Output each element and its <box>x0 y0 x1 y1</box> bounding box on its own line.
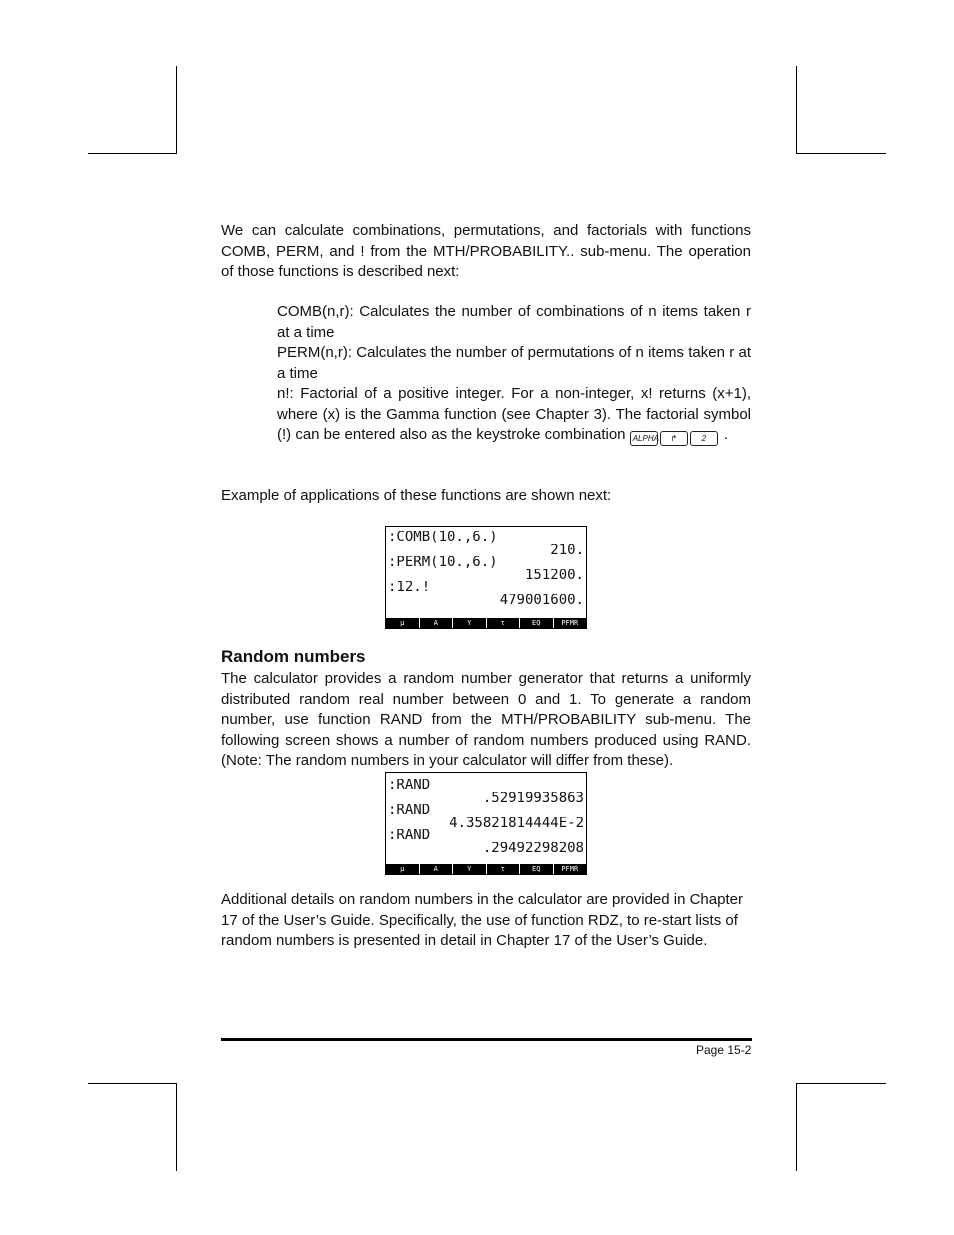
screen-line: :RAND <box>388 829 431 842</box>
footer-rule <box>221 1038 752 1041</box>
screen-line: .52919935863 <box>482 791 584 804</box>
screen-line: .29492298208 <box>482 841 584 854</box>
soft-menu-key: PFMR <box>561 619 579 627</box>
screen-line: 151200. <box>524 568 584 581</box>
random-paragraph: The calculator provides a random number generator that returns a uniformly distributed random real number between 0 and 1. To generate a random number, use function RAND from the MTH/PROBABILITY sub-menu. The following screen shows a number of random numbers produced using RAND. (Note: The random numbers in your calculator will differ from these). <box>221 670 751 769</box>
perm-definition: PERM(n,r): Calculates the number of permutations of n items taken r at a time <box>277 344 751 382</box>
comb-definition: COMB(n,r): Calculates the number of combinations of n items taken r at a time <box>277 303 751 341</box>
crop-mark <box>176 66 177 154</box>
screen-line: :RAND <box>388 779 431 792</box>
soft-menu-key: EQ <box>520 864 554 874</box>
soft-menu-key: μ <box>386 864 420 874</box>
soft-menu-key: τ <box>487 618 521 628</box>
soft-menu-key: PFMR <box>561 865 579 873</box>
soft-menu-bar <box>386 618 586 628</box>
factorial-definition <box>277 384 751 446</box>
two-key-icon: 2 <box>690 431 718 446</box>
crop-mark <box>796 1083 797 1171</box>
crop-mark <box>796 153 886 154</box>
soft-menu-key: Υ <box>453 864 487 874</box>
screen-line: 479001600. <box>499 593 584 606</box>
soft-menu-bar <box>386 864 586 874</box>
screen-line: :COMB(10.,6.) <box>388 531 498 544</box>
soft-menu-key: μ <box>386 618 420 628</box>
screen-line: :12.! <box>388 581 431 594</box>
crop-mark <box>176 1083 177 1171</box>
crop-mark <box>88 153 177 154</box>
crop-mark <box>796 66 797 154</box>
intro-paragraph: We can calculate combinations, permutations, and factorials with functions COMB, PERM, and ! from the MTH/PROBABILITY.. sub-menu. The operation of those functions is described next: <box>221 222 751 280</box>
screen-line: 4.35821814444E-2 <box>449 816 584 829</box>
soft-menu-key: Υ <box>453 618 487 628</box>
screen-line: :RAND <box>388 804 431 817</box>
example-intro: Example of applications of these functions are shown next: <box>221 487 612 504</box>
soft-menu-key: EQ <box>520 618 554 628</box>
additional-paragraph: Additional details on random numbers in the calculator are provided in Chapter 17 of the User’s Guide. Specifically, the use of function RDZ, to re-start lists of random numbers is presented in detail in Chapter 17 of the User’s Guide. <box>221 891 743 949</box>
crop-mark <box>88 1083 177 1084</box>
screen-line: :PERM(10.,6.) <box>388 556 498 569</box>
calculator-screen-2 <box>385 772 587 875</box>
page-number: Page 15-2 <box>696 1043 752 1057</box>
calculator-screen-1 <box>385 526 587 629</box>
screen-line: 210. <box>550 543 584 556</box>
soft-menu-key: Α <box>420 618 454 628</box>
right-shift-key-icon: ↱ <box>660 431 688 446</box>
factorial-text: n!: Factorial of a positive integer. For a non-integer, x! returns (x+1), where (x) is the Gamma function (see Chapter 3). The factorial symbol (!) can be entered also as the keystroke combination <box>277 385 751 443</box>
factorial-end: . <box>723 426 729 443</box>
section-heading: Random numbers <box>221 647 366 666</box>
soft-menu-key: Α <box>420 864 454 874</box>
alpha-key-icon: ALPHA <box>630 431 658 446</box>
crop-mark <box>796 1083 886 1084</box>
soft-menu-key: τ <box>487 864 521 874</box>
